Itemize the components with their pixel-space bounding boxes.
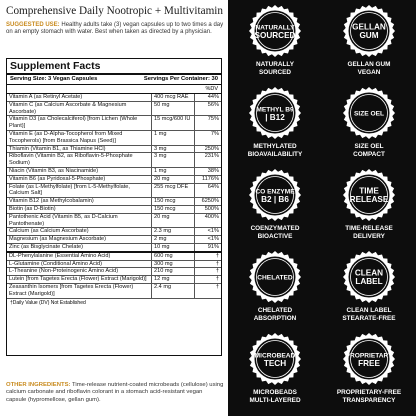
facts-row: [7, 94, 221, 102]
nutrient-name: Vitamin B6 (as Pyridoxal-5-Phosphate): [9, 175, 106, 182]
nutrient-amount: 10 mg: [151, 244, 194, 251]
nutrient-amount: 600 mg: [151, 253, 194, 260]
svg-text:TECH: TECH: [263, 358, 287, 368]
svg-text:SIZE OEL: SIZE OEL: [353, 110, 385, 118]
svg-text:GELLAN: GELLAN: [352, 22, 386, 32]
badge-naturally-sourced: [228, 4, 322, 77]
badge-microbeads-tech: [228, 332, 322, 405]
nutrient-amount: 150 mcg: [151, 206, 194, 213]
facts-row: [7, 261, 221, 269]
nutrient-amount: 50 mg: [151, 102, 194, 116]
nutrient-name: Vitamin E (as D-Alpha-Tocopherol from Mixed Tocopherols) [from Brassica Napus (Seed)]: [9, 130, 123, 144]
nutrient-amount: 1 mg: [151, 131, 194, 145]
suggested-use-label: SUGGESTED USE:: [6, 22, 60, 28]
badge-time-release: [322, 168, 416, 241]
facts-row: [7, 168, 221, 176]
svg-text:SOURCED: SOURCED: [254, 30, 296, 40]
badge-caption-line: NATURALLY: [256, 61, 294, 68]
badge-caption-line: PROPRIETARY-FREE: [336, 389, 402, 396]
microbeads-tech-icon: [248, 332, 302, 386]
nutrient-name: Vitamin C (as Calcium Ascorbate & Magnesium Ascorbate): [9, 101, 127, 115]
badge-caption-line: MULTI-LAYERED: [249, 397, 301, 404]
nutrient-name: Vitamin A (as Retinyl Acetate): [9, 94, 83, 100]
nutrient-dv: 44%: [194, 94, 221, 101]
badge-caption: [228, 225, 322, 241]
nutrient-dv: †: [194, 253, 221, 260]
badge-caption: [322, 307, 416, 323]
facts-row: [7, 284, 221, 299]
nutrient-name: Zinc (as Bisglycinate Chelate): [9, 243, 83, 250]
svg-text:LABEL: LABEL: [355, 276, 383, 286]
nutrient-amount: 255 mcg DFE: [151, 184, 194, 198]
badge-caption: [322, 143, 416, 159]
facts-row: [7, 153, 221, 168]
suggested-use: [6, 22, 224, 37]
proprietary-free-icon: [342, 332, 396, 386]
badge-caption-line: STEARATE-FREE: [342, 315, 396, 322]
nutrient-dv: 1176%: [194, 176, 221, 183]
facts-row: [7, 146, 221, 154]
badge-proprietary-free: [322, 332, 416, 405]
nutrient-name: Folate (as L-Methylfolate) [from L-5-Methylfolate, Calcium Salt]: [9, 183, 130, 197]
nutrient-name: Thiamin (Vitamin B1, as Thiamine HCl): [9, 145, 106, 152]
methyl-b9-b12-icon: [248, 86, 302, 140]
co-enzyme-icon: [248, 168, 302, 222]
badge-caption-line: MICROBEADS: [253, 389, 297, 396]
gellan-gum-icon: [342, 4, 396, 58]
nutrient-dv: <1%: [194, 236, 221, 243]
chelated-icon: [248, 250, 302, 304]
badge-caption: [322, 225, 416, 241]
nutrient-amount: 2 mg: [151, 236, 194, 243]
nutrient-dv: †: [194, 261, 221, 268]
facts-row: [7, 116, 221, 131]
facts-row: [7, 176, 221, 184]
nutrient-dv: †: [194, 268, 221, 275]
badge-caption-line: BIOACTIVE: [257, 233, 293, 240]
nutrient-name: Riboflavin (Vitamin B2, as Riboflavin-5-Phosphate Sodium): [9, 153, 133, 167]
svg-text:CHELATED: CHELATED: [257, 274, 293, 282]
badge-caption-line: VEGAN: [357, 69, 381, 76]
badge-caption-line: COENZYMATED: [250, 225, 300, 232]
badge-chelated: [228, 250, 322, 323]
svg-text:METHYL B9: METHYL B9: [256, 106, 294, 114]
nutrient-name: Calcium (as Calcium Ascorbate): [9, 228, 89, 235]
badge-caption-line: SIZE OEL: [354, 143, 384, 150]
facts-footnote: †Daily Value (DV) Not Established: [10, 299, 86, 306]
naturally-sourced-icon: [248, 4, 302, 58]
nutrient-dv: 7%: [194, 131, 221, 145]
svg-text:FREE: FREE: [358, 358, 380, 368]
badge-methyl-b9-b12: [228, 86, 322, 159]
clean-label-icon: [342, 250, 396, 304]
size-oel-icon: [342, 86, 396, 140]
nutrient-name: Magnesium (as Magnesium Ascorbate): [9, 236, 106, 243]
nutrient-name: Biotin (as D-Biotin): [9, 205, 56, 212]
nutrient-amount: 2.3 mg: [151, 228, 194, 235]
nutrient-dv: 75%: [194, 116, 221, 130]
nutrient-name: L-Theanine (Non-Proteinogenic Amino Acid): [9, 268, 119, 275]
nutrient-dv: <1%: [194, 228, 221, 235]
badge-caption-line: CLEAN LABEL: [346, 307, 392, 314]
badge-clean-label: [322, 250, 416, 323]
svg-text:B2 | B6: B2 | B6: [261, 194, 289, 204]
serving-size: Serving Size: 3 Vegan Capsules: [10, 76, 98, 82]
nutrient-dv: †: [194, 284, 221, 298]
supplement-facts-title: Supplement Facts: [10, 60, 101, 72]
badge-caption: [228, 389, 322, 405]
nutrient-dv: 91%: [194, 244, 221, 251]
nutrient-amount: 210 mg: [151, 268, 194, 275]
badge-caption-line: ABSORPTION: [253, 315, 297, 322]
serving-info: [7, 73, 221, 85]
badge-gellan-gum: [322, 4, 416, 77]
facts-row: [7, 228, 221, 236]
badge-co-enzyme: [228, 168, 322, 241]
facts-row: [7, 198, 221, 206]
badge-caption-line: SOURCED: [259, 69, 291, 76]
badge-caption-line: DELIVERY: [353, 233, 385, 240]
nutrient-name: Vitamin D3 (as Cholecalciferol) [from Lichen (Whole Plant)]: [9, 116, 138, 130]
nutrient-amount: 20 mg: [151, 214, 194, 228]
svg-text:PROPRIETARY: PROPRIETARY: [345, 352, 393, 360]
badge-caption: [228, 307, 322, 323]
nutrient-amount: 20 mg: [151, 176, 194, 183]
facts-row: [7, 184, 221, 199]
badge-caption-line: TRANSPARENCY: [342, 397, 396, 404]
svg-text:NATURALLY: NATURALLY: [255, 24, 295, 32]
nutrient-dv: 6250%: [194, 198, 221, 205]
nutrient-dv: 38%: [194, 168, 221, 175]
other-ingredients-text: Time-release nutrient-coated microbeads (cellulose) using calcium carbonate and riboflavin colorant in a stomach acid-resistant vegan capsule (hypromellose, gellan gum).: [6, 382, 224, 403]
nutrient-amount: 12 mg: [151, 276, 194, 283]
badge-caption: [322, 61, 416, 77]
nutrient-name: Niacin (Vitamin B3, as Niacinamide): [9, 167, 99, 174]
badge-caption-line: METHYLATED: [253, 143, 297, 150]
nutrient-dv: 500%: [194, 206, 221, 213]
facts-rows: [7, 94, 221, 299]
dv-header-row: [7, 85, 221, 94]
nutrient-name: Zeaxanthin Isomers [from Tagetes Erecta (Flower) Extract (Marigold)]: [9, 283, 134, 297]
nutrient-name: Lutein [from Tagetes Erecta (Flower) Extract (Marigold)]: [9, 276, 147, 283]
facts-row: [7, 268, 221, 276]
product-title: Comprehensive Daily Nootropic + Multivitamin: [6, 5, 223, 17]
badge-size-oel: [322, 86, 416, 159]
svg-text:TIME: TIME: [359, 186, 379, 196]
badge-caption-line: TIME-RELEASE: [345, 225, 393, 232]
nutrient-name: DL-Phenylalanine (Essential Amino Acid): [9, 252, 111, 259]
svg-text:MICROBEAD: MICROBEAD: [254, 352, 296, 360]
facts-row: [7, 214, 221, 229]
facts-row: [7, 276, 221, 284]
nutrient-name: Pantothenic Acid (Vitamin B5, as D-Calcium Pantothenate): [9, 213, 118, 227]
facts-row: [7, 236, 221, 244]
facts-row: [7, 206, 221, 214]
svg-text:CO ENZYME: CO ENZYME: [255, 188, 295, 196]
badge-caption: [322, 389, 416, 405]
nutrient-dv: 400%: [194, 214, 221, 228]
servings-per-container: Servings Per Container: 30: [143, 76, 218, 82]
badge-caption-line: CHELATED: [257, 307, 293, 314]
nutrient-dv: †: [194, 276, 221, 283]
nutrient-amount: 400 mcg RAE: [151, 94, 194, 101]
time-release-icon: [342, 168, 396, 222]
badge-caption-line: GELLAN GUM: [347, 61, 391, 68]
svg-text:GUM: GUM: [359, 30, 379, 40]
suggested-use-text: Healthy adults take (3) vegan capsules up to two times a day on an empty stomach with water. Best when taken as directed by a physician.: [6, 22, 224, 36]
nutrient-amount: 1 mg: [151, 168, 194, 175]
other-ingredients-label: OTHER INGREDIENTS:: [6, 382, 71, 388]
nutrient-dv: 64%: [194, 184, 221, 198]
nutrient-name: L-Glutamine (Conditional Amino Acid): [9, 260, 102, 267]
badge-panel: [228, 0, 416, 416]
other-ingredients: [6, 382, 224, 404]
facts-row: [7, 244, 221, 253]
nutrient-amount: 3 mg: [151, 153, 194, 167]
nutrient-amount: 300 mg: [151, 261, 194, 268]
supplement-facts-panel: [6, 58, 222, 356]
nutrient-dv: 56%: [194, 102, 221, 116]
facts-row: [7, 131, 221, 146]
badge-caption-line: COMPACT: [353, 151, 385, 158]
facts-row: [7, 253, 221, 261]
svg-text:RELEASE: RELEASE: [349, 194, 389, 204]
svg-text:| B12: | B12: [265, 112, 285, 122]
nutrient-name: Vitamin B12 (as Methylcobalamin): [9, 198, 94, 205]
nutrient-dv: 231%: [194, 153, 221, 167]
svg-text:CLEAN: CLEAN: [354, 268, 384, 278]
nutrient-amount: 15 mcg/600 IU: [151, 116, 194, 130]
nutrient-amount: 2.4 mg: [151, 284, 194, 298]
nutrient-dv: 250%: [194, 146, 221, 153]
badge-caption: [228, 143, 322, 159]
badge-caption-line: BIOAVAILABILITY: [247, 151, 303, 158]
badge-caption: [228, 61, 322, 77]
nutrient-amount: 150 mcg: [151, 198, 194, 205]
facts-row: [7, 102, 221, 117]
nutrient-amount: 3 mg: [151, 146, 194, 153]
dv-header: %DV: [205, 86, 218, 92]
